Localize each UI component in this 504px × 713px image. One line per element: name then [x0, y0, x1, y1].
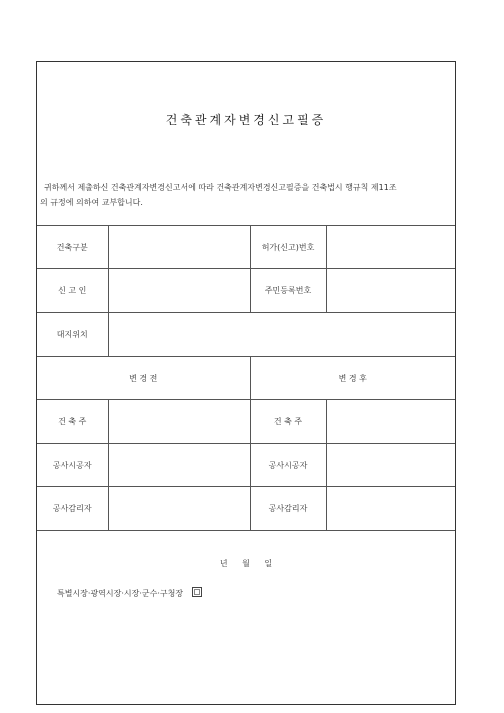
- label-owner-before: 건 축 주: [37, 400, 108, 444]
- table-row: [37, 269, 455, 313]
- label-site-location: 대지위치: [37, 313, 108, 357]
- label-permit-number: 허가(신고)번호: [250, 226, 326, 269]
- building-category-field[interactable]: [108, 226, 250, 269]
- label-resident-number: 주민등록번호: [250, 269, 326, 313]
- table-row: [37, 226, 455, 269]
- header-before-change: 변 경 전: [37, 357, 250, 400]
- issuer-line: [57, 587, 202, 599]
- intro-text: [40, 180, 452, 210]
- document-title: 건축관계자변경신고필증: [165, 113, 327, 127]
- label-building-category: 건축구분: [37, 226, 108, 269]
- header-after-change: 변 경 후: [250, 357, 455, 400]
- reporter-field[interactable]: [108, 269, 250, 313]
- permit-number-field[interactable]: [326, 226, 455, 269]
- site-location-field[interactable]: [108, 313, 455, 357]
- resident-number-field[interactable]: [326, 269, 455, 313]
- seal-icon: [192, 587, 202, 597]
- contractor-after-field[interactable]: [326, 444, 455, 487]
- table-row: [37, 357, 455, 400]
- label-owner-after: 건 축 주: [250, 400, 326, 444]
- label-supervisor-after: 공사감리자: [250, 487, 326, 531]
- form-table: [37, 225, 455, 531]
- intro-line-1: 귀하께서 제출하신 건축관계자변경신고서에 따라 건축관계자변경신고필증을 건축법시 행규칙 제11조: [44, 183, 397, 192]
- supervisor-after-field[interactable]: [326, 487, 455, 531]
- label-contractor-before: 공사시공자: [37, 444, 108, 487]
- issuer-title: 특별시장·광역시장·시장·군수·구청장: [57, 589, 184, 598]
- table-row: [37, 444, 455, 487]
- contractor-before-field[interactable]: [108, 444, 250, 487]
- table-row: [37, 487, 455, 531]
- date-line: 년 월 일: [219, 559, 273, 568]
- label-supervisor-before: 공사감리자: [37, 487, 108, 531]
- table-row: [37, 313, 455, 357]
- intro-line-2: 의 규정에 의하여 교부합니다.: [40, 198, 143, 207]
- label-reporter: 신 고 인: [37, 269, 108, 313]
- label-contractor-after: 공사시공자: [250, 444, 326, 487]
- owner-after-field[interactable]: [326, 400, 455, 444]
- supervisor-before-field[interactable]: [108, 487, 250, 531]
- table-row: [37, 400, 455, 444]
- certificate-form: [36, 61, 456, 705]
- owner-before-field[interactable]: [108, 400, 250, 444]
